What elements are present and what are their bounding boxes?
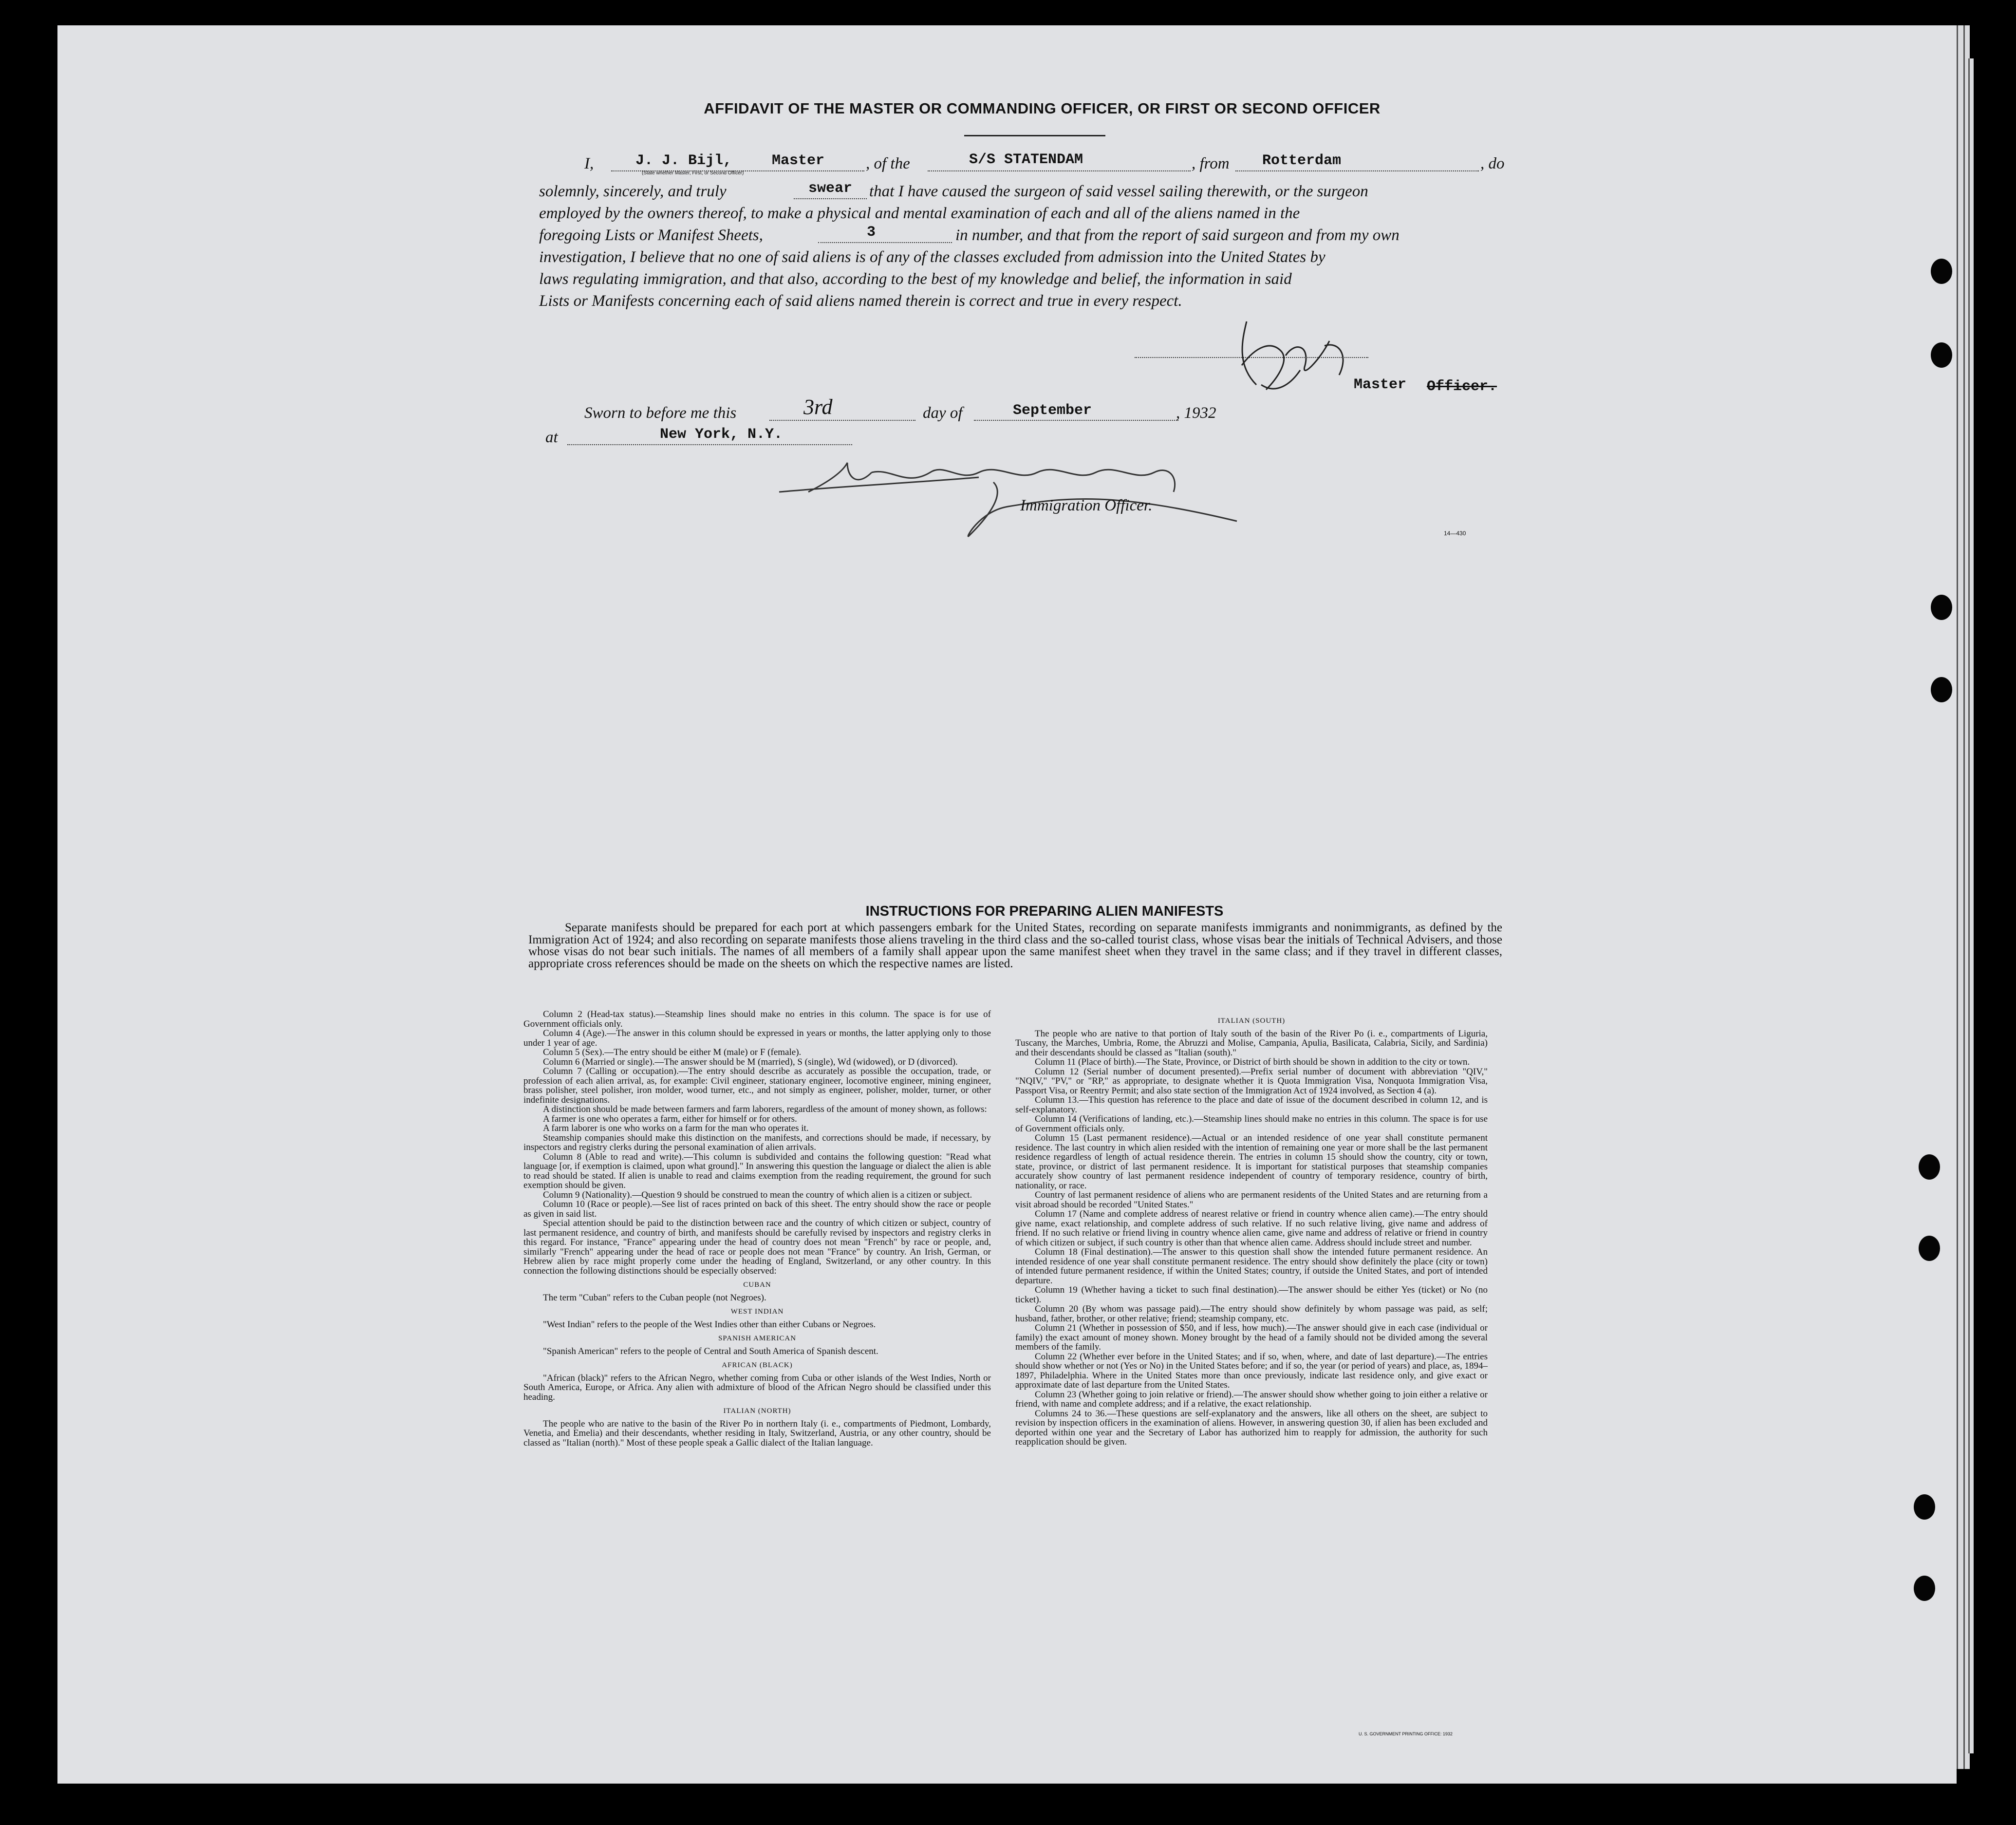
instruction-paragraph: Column 12 (Serial number of document presented).—Prefix serial number of document with abbreviation "QIV," "NQIV," "PV," or "RP," as appropriate, to designate whether it is Quota Immigration Visa, Nonquota Immigration Visa, Passport Visa, or Reentry Permit; and also state section of the Immigration Act of 1924 involved, as Section 4 (a). — [1015, 1066, 1488, 1096]
binder-hole — [1914, 1494, 1935, 1520]
sheets-count: 3 — [867, 224, 876, 241]
instruction-paragraph: A farm laborer is one who works on a farm for the man who operates it. — [543, 1123, 809, 1133]
binder-hole — [1919, 1154, 1940, 1180]
vessel-name: S/S STATENDAM — [969, 151, 1083, 168]
text-sworn: Sworn to before me this — [584, 404, 737, 422]
signer-rank-struck: Officer. — [1427, 378, 1497, 395]
binder-hole — [1931, 595, 1952, 620]
rank-value: Master — [772, 152, 825, 169]
month-line — [974, 420, 1178, 421]
master-signature — [1227, 312, 1383, 409]
instruction-paragraph: Column 9 (Nationality).—Question 9 should be construed to mean the country of which alien is a citizen or subject. — [543, 1189, 972, 1200]
port-line — [1235, 170, 1479, 171]
section-heading: ITALIAN (SOUTH) — [1217, 1017, 1286, 1025]
text-solemnly: solemnly, sincerely, and truly — [539, 183, 727, 200]
sheets-line — [818, 242, 952, 243]
instruction-paragraph: Column 2 (Head-tax status).—Steamship lines should make no entries in this column. The space is for use of Government officials only. — [523, 1009, 991, 1029]
sworn-day: 3rd — [803, 395, 833, 419]
instruction-paragraph: Column 5 (Sex).—The entry should be either M (male) or F (female). — [543, 1047, 802, 1057]
text-do: , do — [1480, 155, 1505, 172]
section-heading: ITALIAN (NORTH) — [723, 1407, 791, 1415]
master-name: J. J. Bijl, — [635, 152, 732, 169]
instruction-paragraph: Column 14 (Verifications of landing, etc.).—Steamship lines should make no entries in this column. The space is for use of Government officials only. — [1015, 1114, 1488, 1134]
binder-hole — [1914, 1576, 1935, 1601]
instruction-paragraph: Column 6 (Married or single).—The answer should be M (married), S (single), Wd (widowed), or D (divorced). — [543, 1056, 958, 1067]
instruction-paragraph: Column 23 (Whether going to join relative or friend).—The answer should show whether going to join either a relative or friend, with name and complete address; and if a relative, the exact relationship. — [1015, 1389, 1488, 1409]
text-from: , from — [1192, 155, 1230, 172]
instruction-paragraph: Column 15 (Last permanent residence).—Actual or an intended residence of one year shall constitute permanent residence. The last country in which alien resided with the intention of remaining one year or more shall be the last permanent residence regardless of length of actual residence therein. The entries in column 15 should show the country, city or town, state, province, or district of last permanent residence. It is important for statistical purposes that steamship companies accurately show country of last permanent residence independent of country of temporary residence, country of birth, nationality, or race. — [1015, 1133, 1488, 1191]
binder-hole — [1931, 259, 1952, 284]
instruction-paragraph: Column 4 (Age).—The answer in this column should be expressed in years or months, the latter applying only to those under 1 year of age. — [523, 1028, 991, 1048]
binder-hole — [1931, 677, 1952, 702]
title-rule — [964, 135, 1105, 136]
text-i: I, — [584, 155, 594, 172]
oath-value: swear — [808, 180, 853, 197]
instruction-paragraph: A farmer is one who operates a farm, either for himself or for others. — [543, 1113, 797, 1124]
instruction-paragraph: "Spanish American" refers to the people of Central and South America of Spanish descent. — [543, 1346, 878, 1356]
instruction-paragraph: Column 19 (Whether having a ticket to such final destination).—The answer should be either Yes (ticket) or No (no ticket). — [1015, 1285, 1488, 1305]
section-heading: AFRICAN (BLACK) — [722, 1361, 793, 1369]
text-surgeon: that I have caused the surgeon of said vessel sailing therewith, or the surgeon — [869, 183, 1368, 200]
instruction-paragraph: Column 20 (By whom was passage paid).—The entry should show definitely by whom passage was paid, as self; husband, father, brother, or other relative; friend; steamship company, etc. — [1015, 1304, 1488, 1324]
page-edge — [1968, 58, 1974, 1753]
text-of-the: , of the — [866, 155, 910, 172]
instruction-paragraph: "West Indian" refers to the people of the West Indies other than either Cubans or Negroes. — [543, 1319, 876, 1330]
instruction-paragraph: Column 21 (Whether in possession of $50, and if less, how much).—The answer should give in each case (individual or family) the exact amount of money shown. Money brought by the head of a family should not be divided among the several members of the family. — [1015, 1323, 1488, 1352]
binder-hole — [1919, 1236, 1940, 1261]
instruction-paragraph: Special attention should be paid to the distinction between race and the country of which citizen or subject, country of last permanent residence, and country of birth, and manifests should be carefully revised by inspectors and registry clerks in this regard. For instance, "France" appearing under the head of country does not mean "French" by race or people, and, similarly "French" appearing under the head of race or people does not mean "France" by country. An Irish, German, or Hebrew alien by race might properly come under the heading of England, Switzerland, or any other country. In this connection the following distinctions should be especially observed: — [523, 1218, 991, 1276]
instruction-paragraph: Column 10 (Race or people).—See list of races printed on back of this sheet. The entry should show the race or people as given in said list. — [523, 1199, 991, 1219]
oath-line — [794, 198, 867, 199]
affidavit-title: AFFIDAVIT OF THE MASTER OR COMMANDING OFFICER, OR FIRST OR SECOND OFFICER — [704, 100, 1381, 117]
instruction-paragraph: Column 13.—This question has reference to the place and date of issue of the document described in column 12, and is self-explanatory. — [1015, 1095, 1488, 1115]
officer-title: Immigration Officer. — [1020, 497, 1153, 514]
instruction-paragraph: Columns 24 to 36.—These questions are self-explanatory and the answers, like all others on the sheet, are subject to revision by inspection officers in the examination of aliens. However, in answering question 30, if alien has been excluded and deported within one year and the Secretary of Labor has authorized him to reapply for admission, the authority for such reapplication should be given. — [1015, 1408, 1488, 1447]
printer-imprint: U. S. GOVERNMENT PRINTING OFFICE: 1932 — [1359, 1731, 1453, 1736]
form-number: 14—430 — [1444, 530, 1466, 537]
section-heading: CUBAN — [743, 1281, 771, 1289]
instruction-paragraph: Column 7 (Calling or occupation).—The entry should describe as accurately as possible the occupation, trade, or profession of each alien arrival, as, for example: Civil engineer, stationary engineer, locomotive engineer, mining engineer, brass polisher, steel polisher, iron molder, wood turner, etc., and not simply as engineer, polisher, molder, turner, or other indefinite designations. — [523, 1066, 991, 1105]
instructions-title: INSTRUCTIONS FOR PREPARING ALIEN MANIFESTS — [865, 903, 1224, 919]
instruction-paragraph: The term "Cuban" refers to the Cuban people (not Negroes). — [543, 1292, 766, 1303]
binder-hole — [1931, 342, 1952, 368]
instruction-paragraph: Country of last permanent residence of aliens who are permanent residents of the United States and are returning from a visit abroad should be recorded "United States." — [1015, 1190, 1488, 1210]
day-line — [769, 420, 915, 421]
text-laws: laws regulating immigration, and that also, according to the best of my knowledge and belief, the information in said — [539, 270, 1292, 288]
text-at: at — [545, 429, 558, 446]
instructions-left-column — [523, 1010, 991, 1448]
section-heading: SPANISH AMERICAN — [718, 1335, 797, 1342]
instruction-paragraph: Column 17 (Name and complete address of nearest relative or friend in country whence alien came).—The entry should give name, exact relationship, and complete address of such relative. If no such relative living, give name and address of friend. If no such relative or friend living in country whence alien came, give name and address of relative or friend in country of which citizen or subject, if such country is other than that whence alien came. Address should include street and number. — [1015, 1209, 1488, 1248]
text-in-number: in number, and that from the report of said surgeon and from my own — [955, 226, 1400, 244]
instruction-paragraph: Column 8 (Able to read and write).—This column is subdivided and contains the following question: "Read what language [or, if exemption is claimed, upon what ground]." In answering this question the language or dialect the alien is able to read should be stated. If alien is unable to read and claims exemption from the reading requirement, the ground for such exemption should be given. — [523, 1151, 991, 1190]
sworn-year: , 1932 — [1176, 404, 1216, 422]
rank-note: (State whether Master, First, or Second Officer) — [642, 170, 744, 176]
sworn-place: New York, N.Y. — [660, 426, 783, 443]
text-investigation: investigation, I believe that no one of said aliens is of any of the classes excluded from admission into the United States by — [539, 248, 1325, 266]
place-line — [567, 444, 852, 445]
text-employed: employed by the owners thereof, to make a physical and mental examination of each and all of the aliens named in the — [539, 205, 1300, 222]
instructions-right-column — [1015, 1016, 1488, 1447]
text-day-of: day of — [923, 404, 963, 422]
officer-signature — [774, 453, 1242, 580]
text-lists: Lists or Manifests concerning each of said aliens named therein is correct and true in every respect. — [539, 292, 1182, 310]
instructions-intro: Separate manifests should be prepared for each port at which passengers embark for the United States, recording on separate manifests immigrants and nonimmigrants, as defined by the Immigration Act of 1924; and also recording on separate manifests those aliens traveling in the third class and the so-called tourist class, whose visas bear the initials of Technical Advisers, and those whose visas do not bear such initials. The names of all members of a family shall appear upon the same manifest sheet when they travel in the same class; and if they travel in different classes, appropriate cross references should be made on the sheets on which the respective names are listed. — [528, 921, 1502, 970]
instruction-paragraph: A distinction should be made between farmers and farm laborers, regardless of the amount of money shown, as follows: — [543, 1104, 987, 1114]
instruction-paragraph: Column 11 (Place of birth).—The State, Province, or District of birth should be shown in addition to the city or town. — [1035, 1057, 1470, 1067]
sworn-month: September — [1013, 402, 1092, 419]
port-name: Rotterdam — [1262, 152, 1342, 169]
section-heading: WEST INDIAN — [730, 1308, 784, 1316]
signer-rank: Master — [1354, 376, 1407, 393]
vessel-line — [928, 170, 1191, 171]
instruction-paragraph: "African (black)" refers to the African Negro, whether coming from Cuba or other islands of the West Indies, North or South America, Europe, or Africa. Any alien with admixture of blood of the African Negro should be classified under this heading. — [523, 1373, 991, 1402]
instruction-paragraph: Column 22 (Whether ever before in the United States; and if so, when, where, and date of last departure).—The entries should show whether or not (Yes or No) in the United States before; and if so, the year (or period of years) and place, as, 1894–1897, Philadelphia. Where in the United States more than once previously, indicate last residence only, and give exact or approximate date of last departure from the United States. — [1015, 1351, 1488, 1390]
text-foregoing: foregoing Lists or Manifest Sheets, — [539, 226, 763, 244]
instruction-paragraph: The people who are native to that portion of Italy south of the basin of the River Po (i. e., compartments of Liguria, Tuscany, the Marches, Umbria, Rome, the Abruzzi and Molise, Campania, Apulia, Basilicata, Calabria, Sicily, and Sardinia) and their descendants should be classed as "Italian (south)." — [1015, 1028, 1488, 1058]
instruction-paragraph: The people who are native to the basin of the River Po in northern Italy (i. e., compartments of Piedmont, Lombardy, Venetia, and Emelia) and their descendants, whether residing in Italy, Switzerland, Austria, or any other country, should be classed as "Italian (north)." Most of these people speak a Gallic dialect of the Italian language. — [523, 1418, 991, 1448]
instruction-paragraph: Steamship companies should make this distinction on the manifests, and corrections should be made, if necessary, by inspectors and registry clerks during the personal examination of alien arrivals. — [523, 1132, 991, 1152]
instruction-paragraph: Column 18 (Final destination).—The answer to this question shall show the intended future permanent residence. An intended residence of one year shall constitute permanent residence. The entry should show definitely the place (city or town) of intended future permanent residence, if within the United States; country, if outside the United States, and port of intended departure. — [1015, 1247, 1488, 1286]
